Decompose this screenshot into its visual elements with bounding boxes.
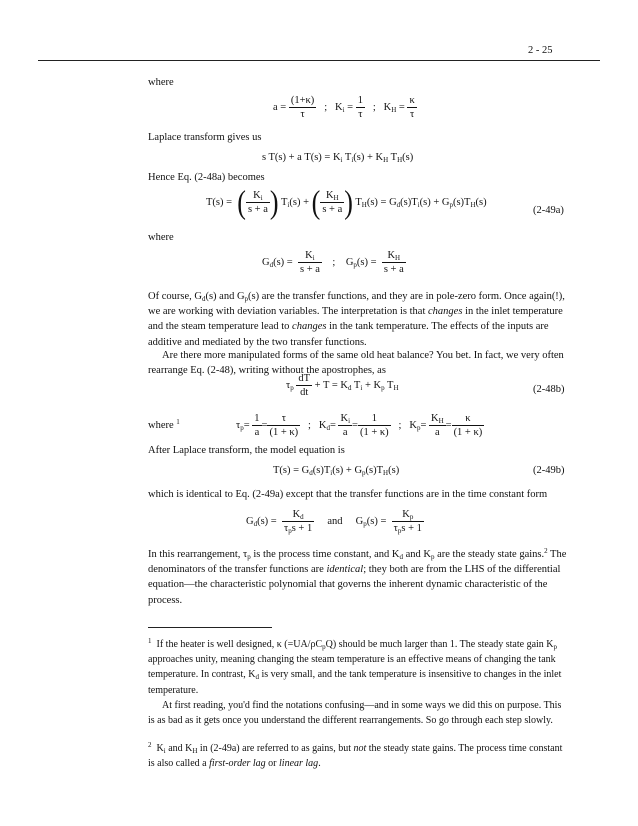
k: K — [387, 250, 396, 261]
den: s + a — [299, 264, 320, 275]
den: a — [252, 425, 261, 439]
sub: p — [397, 527, 402, 535]
equals: = — [445, 419, 452, 431]
sub: H — [438, 417, 444, 425]
sub: d — [348, 383, 352, 392]
gp-fraction — [392, 508, 424, 535]
sub: H — [395, 254, 401, 262]
num — [298, 249, 322, 262]
emphasis: identical — [326, 564, 364, 576]
sub: i — [340, 156, 343, 164]
num — [429, 412, 446, 425]
num — [392, 508, 424, 521]
text: In this rearrangement, τ — [148, 549, 248, 560]
text: T(s) = G — [273, 465, 310, 476]
ki-fraction — [356, 94, 365, 121]
sub: i — [260, 194, 263, 202]
sub: d — [309, 469, 313, 477]
footnote-number: 1 — [148, 637, 152, 645]
text: Q) should be much larger than 1. The steady state gain K — [325, 639, 554, 650]
g: G — [345, 256, 354, 268]
k: K — [430, 413, 439, 424]
k: K — [402, 509, 410, 520]
equals: = — [347, 101, 354, 113]
den: dt — [296, 385, 312, 399]
ki-symbol: K — [334, 101, 343, 113]
left-paren: ( — [311, 183, 321, 220]
text: T — [351, 379, 361, 391]
sub: d — [255, 673, 259, 682]
a-fraction — [289, 94, 316, 121]
equals: = — [329, 419, 336, 431]
sub: p — [362, 469, 366, 477]
frac — [358, 412, 391, 439]
k: K — [305, 250, 313, 261]
k: K — [409, 419, 417, 431]
sub: i — [287, 200, 290, 209]
num: 1 — [371, 413, 377, 424]
num — [282, 508, 314, 521]
sub: p — [353, 260, 357, 269]
text: or — [265, 758, 280, 770]
gp-fraction — [382, 249, 406, 276]
sub: p — [430, 553, 435, 561]
text: (s) = — [366, 515, 387, 527]
sub: d — [399, 553, 403, 561]
num — [382, 249, 406, 262]
a-lhs: a = — [273, 101, 287, 113]
den: s + a — [322, 204, 343, 215]
text: s + 1 — [401, 523, 422, 534]
where-label-2: where — [148, 232, 174, 243]
equation-a-ki-kh — [273, 94, 417, 121]
text: Of course, G — [148, 291, 202, 302]
hence-text: Hence Eq. (2-48a) becomes — [148, 172, 265, 183]
text: in the inlet temperature and the steam temperature lead to — [148, 306, 563, 333]
sub: H — [397, 156, 403, 164]
eq2-lhs: s T(s) + a T(s) = K — [262, 152, 341, 163]
footnote-number: 2 — [148, 741, 152, 749]
sub: i — [360, 383, 363, 392]
k: K — [318, 419, 327, 431]
g: G — [262, 256, 270, 268]
footnote-ref-1: 1 — [176, 418, 180, 426]
den — [392, 521, 424, 535]
g: G — [246, 515, 254, 527]
text: T — [384, 379, 394, 391]
dt-fraction — [296, 372, 312, 399]
sub: p — [288, 527, 292, 535]
sub: H — [333, 194, 339, 202]
identical-text: which is identical to Eq. (2-49a) except that the transfer functions are in the time constant form — [148, 489, 548, 500]
separator: ; — [398, 419, 402, 431]
text: is the process time constant, and K — [250, 549, 400, 560]
k: K — [253, 190, 261, 201]
sub: H — [470, 200, 476, 209]
a-num: (1+κ) — [290, 95, 315, 106]
text: K — [156, 743, 164, 754]
laplace-intro: Laplace transform gives us — [148, 132, 262, 143]
sub: H — [361, 200, 367, 209]
tau: τ — [283, 523, 289, 534]
text: (s) + G — [332, 465, 363, 476]
k: K — [340, 413, 349, 424]
sub: d — [201, 295, 206, 303]
where-label-1: where — [148, 77, 174, 88]
sub: p — [553, 643, 558, 651]
kh-num: κ — [409, 95, 415, 106]
text: If the heater is well designed, κ (=UA/ρC — [156, 639, 323, 650]
equals: = — [261, 419, 268, 431]
sub: H — [393, 383, 399, 392]
k: K — [325, 190, 334, 201]
equation-time-constant-form — [246, 508, 424, 535]
where-text: where — [148, 420, 174, 431]
equation-gd-gp — [262, 249, 406, 276]
paragraph-rearrangement — [148, 547, 568, 608]
num: τ — [281, 413, 286, 424]
where-footnote-1 — [148, 420, 180, 431]
sub: p — [290, 383, 294, 392]
text: (s) + G — [419, 196, 450, 208]
equation-2-49b — [273, 465, 399, 476]
num: dT — [298, 373, 311, 384]
text: in (2-49a) are referred to as gains, but — [197, 743, 354, 754]
text: (s) are the transfer functions, and they are in pole-zero form. Once again(!), we are working with deviation variables. The interpretation is that — [148, 291, 565, 318]
emphasis: linear lag — [279, 758, 319, 770]
text: ; they both are from the LHS of the differential equation—the characteristic polynomial that governs the inherent dynamic characteristic of the process. — [148, 564, 561, 606]
text: (s)T — [400, 196, 418, 208]
num — [246, 189, 270, 202]
equation-laplace — [262, 152, 413, 163]
equals: = — [352, 419, 358, 431]
emphasis: not — [353, 743, 367, 754]
g: G — [355, 515, 364, 527]
eq2-text: T — [388, 152, 398, 163]
text: + T = K — [314, 379, 348, 391]
gd-fraction — [298, 249, 322, 276]
sub: d — [326, 423, 330, 432]
den: s + a — [383, 264, 404, 275]
sub: p — [322, 643, 326, 651]
eq2-text: T — [342, 152, 352, 163]
text: is very small, and the tank temperature is insensitive to changes in the inlet temperature. — [148, 669, 562, 696]
text: (s) = — [273, 256, 293, 268]
text: (s) and G — [205, 291, 245, 302]
tau: τ — [286, 379, 291, 391]
frac — [338, 412, 352, 439]
sub: i — [417, 200, 420, 209]
sub: d — [300, 513, 304, 521]
equation-label-2-48b: (2-48b) — [533, 384, 565, 395]
den: (1 + κ) — [269, 427, 299, 438]
right-paren: ) — [344, 183, 353, 220]
text: and K — [165, 743, 193, 754]
tau: τ — [236, 419, 241, 431]
text: are the steady state gains. — [434, 549, 545, 560]
sub: p — [416, 423, 421, 432]
eq2-text: (s) + K — [353, 152, 384, 163]
text: (s) = G — [366, 196, 397, 208]
ki-over-sa — [246, 189, 270, 216]
sub: i — [163, 747, 166, 755]
kh-symbol: K — [383, 101, 392, 113]
ki-num: 1 — [357, 95, 363, 106]
t: T — [281, 196, 288, 208]
sub: i — [330, 469, 333, 477]
den: (1 + κ) — [453, 427, 483, 438]
sub: H — [383, 156, 389, 164]
a-den: τ — [289, 107, 316, 121]
kh-fraction — [407, 94, 416, 121]
frac — [429, 412, 446, 439]
footnote-2 — [148, 741, 568, 771]
text: and K — [402, 549, 431, 560]
text: approaches unity, meaning changing the steam temperature is an effective means of changing the tank temperature. In contrast, K — [148, 654, 556, 681]
separator: ; — [372, 101, 376, 113]
footnote-ref-2: 2 — [544, 547, 548, 555]
sub: i — [312, 254, 315, 262]
equals: = — [420, 419, 427, 431]
den: s + a — [247, 204, 268, 215]
den: (1 + κ) — [359, 427, 389, 438]
sub: i — [351, 156, 354, 164]
ki-den: τ — [356, 107, 365, 121]
left-paren: ( — [237, 183, 246, 220]
frac — [267, 412, 300, 439]
k: K — [292, 509, 301, 520]
separator: ; — [324, 101, 328, 113]
sub: i — [348, 417, 351, 425]
sub: p — [247, 553, 251, 561]
kh-sub: H — [391, 105, 397, 114]
and-text: and — [327, 515, 343, 527]
after-laplace-text: After Laplace transform, the model equation is — [148, 445, 345, 456]
header-rule — [38, 60, 600, 61]
paragraph-manipulated-forms: Are there more manipulated forms of the same old heat balance? You bet. In fact, we very often rearrange Eq. (2-48), writing without the apostrophes, as — [148, 350, 564, 377]
separator: ; — [308, 419, 311, 431]
text: . — [318, 758, 321, 770]
sub: p — [244, 295, 249, 303]
sub: p — [363, 519, 367, 528]
kh-den: τ — [407, 107, 416, 121]
gd-fraction — [282, 508, 314, 535]
note-paragraph: At first reading, you'd find the notations confusing—and in some ways we did this on purpose. This is as bad as it gets once you understand the different rearrangements. So go through each step slowly. — [148, 700, 562, 727]
kh-over-sa — [320, 189, 344, 216]
den: a — [429, 425, 446, 439]
sub: d — [253, 519, 258, 528]
equation-gain-definitions — [236, 412, 484, 439]
text: in the tank temperature. The effects of the inputs are additive and mediated by the two transfer functions. — [148, 321, 549, 348]
sub: d — [269, 260, 274, 269]
right-paren: ) — [269, 183, 279, 220]
sub: H — [383, 469, 389, 477]
num: κ — [465, 413, 471, 424]
text: (s) + — [289, 196, 310, 208]
emphasis: changes — [292, 321, 327, 333]
text: (s)T — [312, 465, 331, 476]
equation-label-2-49b: (2-49b) — [533, 465, 565, 476]
equals: = — [398, 101, 405, 113]
sub: p — [240, 423, 244, 432]
num — [320, 189, 344, 202]
eq2-text: (s) — [402, 152, 414, 163]
text: (s) = — [257, 515, 277, 527]
t: T — [355, 196, 362, 208]
text: (s) — [475, 196, 487, 208]
eq3-lhs: T(s) = — [206, 196, 233, 208]
text: s + 1 — [291, 523, 313, 534]
paragraph-transfer-functions — [148, 289, 568, 350]
sub: p — [449, 200, 453, 209]
text: (s) — [388, 465, 400, 476]
footnote-rule — [148, 627, 272, 628]
emphasis: first-order lag — [209, 758, 266, 770]
equals: = — [243, 419, 250, 431]
footnote-1 — [148, 637, 568, 698]
num: 1 — [254, 413, 260, 424]
sub: p — [381, 383, 385, 392]
frac — [452, 412, 485, 439]
den: a — [338, 425, 352, 439]
equation-2-49a — [206, 183, 487, 220]
ki-sub: i — [342, 105, 345, 114]
sub: p — [409, 513, 414, 521]
separator: ; — [332, 256, 336, 268]
text: (s)T — [452, 196, 471, 208]
tau: τ — [393, 523, 398, 534]
text: The denominators of the transfer functions are — [148, 549, 567, 576]
den — [282, 521, 314, 535]
frac — [252, 412, 261, 439]
equation-2-48b — [286, 372, 399, 399]
page-number: 2 - 25 — [528, 45, 553, 56]
emphasis: changes — [428, 306, 463, 318]
text: the steady state gains. The process time constant is also called a — [148, 743, 563, 770]
num — [338, 412, 352, 425]
equation-label-2-49a: (2-49a) — [533, 205, 564, 216]
text: (s)T — [365, 465, 384, 476]
sub: H — [192, 747, 198, 755]
text: (s) = — [356, 256, 377, 268]
sub: d — [396, 200, 401, 209]
text: + K — [362, 379, 382, 391]
